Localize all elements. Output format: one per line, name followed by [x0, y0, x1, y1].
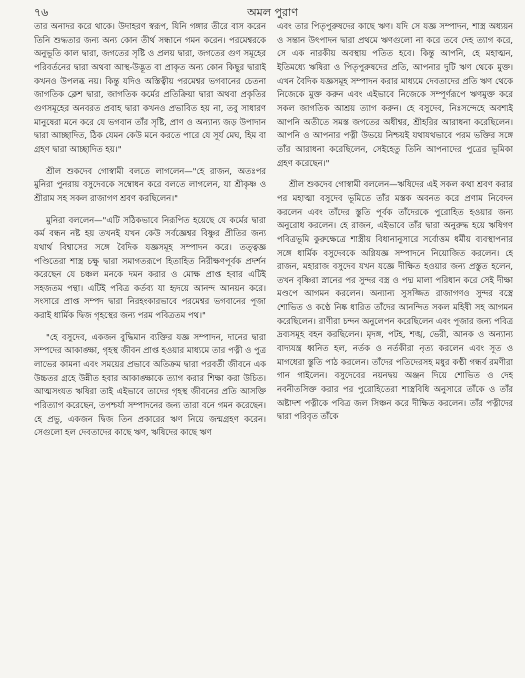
left-text-column: [34, 20, 266, 670]
paragraph: শ্রীল শুকদেব গোস্বামী বলতে লাগলেন—"হে রাজন, অতঃপর মুনিরা পুনরায় বসুদেবকে সম্বোধন করে বলতে লাগলেন, যা শ্রীকৃষ্ণ ও শ্রীরাম সহ সকল রাজাগণ শ্রবণ করছিলেন।": [34, 165, 266, 203]
paragraph: এবং তার পিতৃপুরুষদের কাছে ঋণ। যদি সে যজ্ঞ সম্পাদন, শাস্ত্র অধ্যয়ন ও সন্তান উৎপাদন দ্বারা প্রথমে ঋণগুলো না করে তবে দেহ ত্যাগ করে, সে এক নারকীয় অবস্থায় পতিত হবে। কিন্তু আপনি, হে মহাত্মন, ইতিমধ্যে ঋষিরা ও পিতৃপুরুষদের প্রতি, আপনার দুটি ঋণ থেকে মুক্ত। এখন বৈদিক যজ্ঞসমূহ সম্পাদন করার মাধ্যমে দেবতাদের প্রতি ঋণ থেকে নিজেকে মুক্ত করুন এবং এইভাবে নিজেকে সম্পূর্ণরূপে ঋণমুক্ত করে সকল জাগতিক আশ্রয় ত্যাগ করুন। হে বসুদেব, নিঃসন্দেহে অবশ্যই আপনি অতীতে সমস্ত জগতের অধীশ্বর, শ্রীহরির আরাধনা করেছিলেন। আপনি ও আপনার পত্নী উভয়ে নিশ্চয়ই যথাযথভাবে পরম ভক্তির সঙ্গে তাঁর আরাধনা করেছিলেন, সেইহেতু তিনি আপনাদের পুত্রের ভূমিকা গ্রহণ করেছেন।": [277, 21, 513, 168]
paragraph: মুনিরা বললেন—"এটি সঠিকভাবে নিরূপিত হয়েছে যে কর্মের দ্বারা কর্ম বন্ধন নষ্ট হয় তখনই যখন কেউ সর্বজ্ঞেশ্বর বিষ্ণুর প্রীতির জন্য যথার্থ বিশ্বাসের সঙ্গে বৈদিক যজ্ঞসমূহ সম্পাদন করে। তত্ত্বজ্ঞ পণ্ডিতেরা শাস্ত্র চক্ষু দ্বারা সমাগতরূপে হিতাহিত নিরীক্ষণপূর্বক প্রদর্শন করেছেন যে চঞ্চল মনকে দমন করার ও মোক্ষ প্রাপ্ত হবার এটিই সহজতম পন্থা। এটিই পবিত্র কর্তব্য যা হৃদয়ে আনন্দ আনয়ন করে। সংসারে প্রাপ্ত সম্পদ দ্বারা নিরহংকারভাবে পরমেশ্বর ভগবানের পূজা করাই ধার্মিক দ্বিজ গৃহস্থের জন্য পরম পবিত্রতম পথ।": [34, 214, 266, 321]
page-number: ৭৬: [34, 6, 49, 19]
paragraph: "হে বসুদেব, একজন বুদ্ধিমান ব্যক্তির যজ্ঞ সম্পাদন, দানের দ্বারা সম্পদের আকাঙ্ক্ষা, গৃহস্থ জীবন প্রাপ্ত হওয়ার মাধ্যমে তার পত্নী ও পুত্র লাভের কামনা এবং সময়ের প্রভাবে অতিক্রম দ্বারা পরবর্তী জীবনে এক উচ্চতর গ্রহে উন্নীত হবার আকাঙ্ক্ষাকে ত্যাগ করার শিক্ষা করা উচিত। আত্মসংযত ঋষিরা তাই এইভাবে তাদের গৃহস্থ জীবনের প্রতি আসক্তি পরিত্যাগ করেছেন, তপশ্চর্যা সম্পাদনের জন্য তারা বনে গমন করেছেন। হে প্রভু, একজন দ্বিজ তিন প্রকারের ঋণ নিয়ে জন্মগ্রহণ করেন। সেগুলো হল দেবতাদের কাছে ঋণ, ঋষিদের কাছে ঋণ: [34, 331, 266, 438]
paragraph: তার অনাদর করে থাকে। উদাহরণ স্বরূপ, যিনি গঙ্গার তীরে বাস করেন তিনি শুদ্ধতার জন্য অন্য কোন তীর্থ সন্ধানে গমন করেন। পরমেশ্বরকে অনুভূতি কাল দ্বারা, জগতের সৃষ্টি ও প্রলয় দ্বারা, জগতের গুণ সমূহের পরিবর্তনের দ্বারা অথবা আস্থ-উদ্ভূত বা প্রাকৃত অন্য কোন কিছুর দ্বারাই কখনও উপলব্ধ নয়। কিন্তু যদিও অস্তিত্বীয় পরমেশ্বর ভগবানের চেতনা জাগতিক ক্লেশ দ্বারা, জাগতিক কর্মের প্রতিক্রিয়া দ্বারা অথবা প্রকৃতির গুণসমূহের অনবরত প্রবাহ দ্বারা কখনও প্রভাবিত হয় না, তবু সাধারণ মানুষেরা মনে করে যে ভগবান তাঁর সৃষ্টি, প্রাণ ও অন্যান্য জড় উপাদান দ্বারা আচ্ছাদিত, ঠিক যেমন কেউ মনে করতে পারে যে সূর্য মেঘ, হিম বা গ্রহণ দ্বারা আচ্ছাদিত হয়।": [34, 21, 266, 154]
paragraph: শ্রীল শুকদেব গোস্বামী বললেন—ঋষিদের এই সকল কথা শ্রবণ করার পর মহাত্মা বসুদেব ভূমিতে তাঁর মস্তক অবনত করে প্রণাম নিবেদন করলেন এবং তাঁদের স্তুতি পূর্বক তাঁদেরকে পুরোহিত হওয়ার জন্য অনুরোধ করলেন। হে রাজন, এইভাবে তাঁর দ্বারা অনুরুদ্ধ হয়ে ঋষিগণ পবিত্রভূমি কুরুক্ষেত্রে শাস্ত্রীয় বিধানানুসারে সর্বোত্তম ধর্মীয় ব্যবস্থাপনার সঙ্গে ধার্মিক বসুদেবকে অগ্নিযজ্ঞ সম্পাদনে নিয়োজিত করলেন। হে রাজন, মহারাজ বসুদেব যখন যজ্ঞে দীক্ষিত হওয়ার জন্য প্রস্তুত হলেন, তখন বৃষ্ণিরা স্নানের পর সুন্দর বস্ত্র ও পদ্ম মালা পরিধান করে সেই দীক্ষা মণ্ডপে আগমন করলেন। অন্যান্য সুসজ্জিত রাজাগণও সুন্দর বস্ত্রে শোভিত ও কণ্ঠে নিষ্ক ধারিত তাঁদের আনন্দিত সকল মহিষী সহ আগমন করেছিলেন। রাণীরা চন্দন অনুলেপন করেছিলেন এবং পূজার জন্য পবিত্র দ্রব্যসমূহ বহন করছিলেন। মৃদঙ্গ, পটহ, শঙ্খ, ভেরী, আনক ও অন্যান্য বাদ্যযন্ত্র ধ্বনিত হল, নর্তক ও নর্তকীরা নৃত্য করলেন এবং সূত ও মাগধেরা স্তুতি পাঠ করলেন। তাঁদের পতিদেরসহ মধুর কণ্ঠী গন্ধর্ব রমণীরা গান গাইলেন। বসুদেবের নয়নদ্বয় অঞ্জন দিয়ে শোভিত ও দেহ নবনীতসিক্ত করার পর পুরোহিতেরা শাস্ত্রবিধি অনুসারে তাঁকে ও তাঁর অষ্টাদশ পত্নীকে পবিত্র জল সিঞ্চন করে দীক্ষিত করলেন। তাঁর পত্নীদের দ্বারা পরিবৃত তাঁকে: [277, 179, 513, 422]
right-text-column: [277, 20, 513, 670]
page-header: [34, 2, 511, 22]
running-head: অমল পুরাণ: [247, 6, 298, 19]
